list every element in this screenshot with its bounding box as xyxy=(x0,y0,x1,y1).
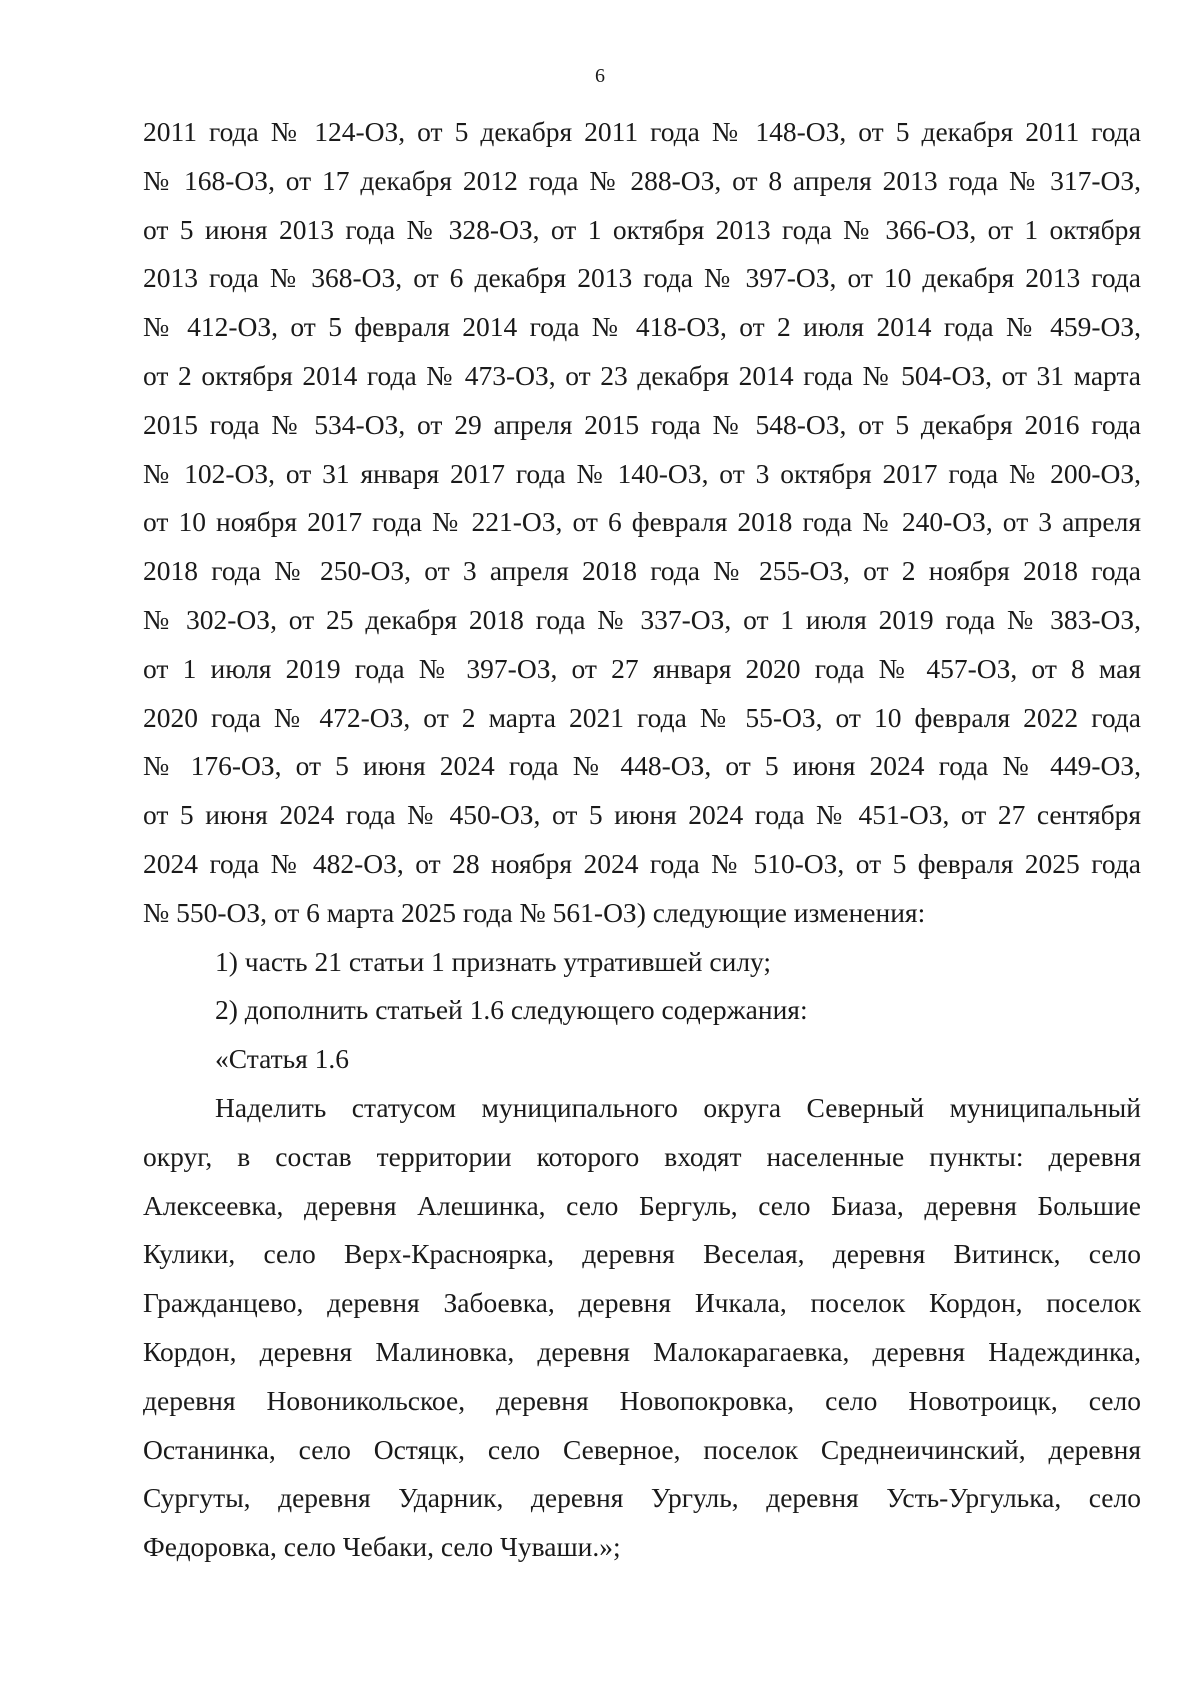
document-body xyxy=(143,108,1141,1572)
document-line: Кордон, деревня Малиновка, деревня Малокарагаевка, деревня Надеждинка, xyxy=(143,1335,1141,1367)
document-line: Останинка, село Остяцк, село Северное, поселок Среднеичинский, деревня xyxy=(143,1433,1141,1465)
document-line: Федоровка, село Чебаки, село Чуваши.»; xyxy=(143,1531,621,1563)
page-number: 6 xyxy=(595,65,605,87)
document-line: от 5 июня 2013 года № 328-ОЗ, от 1 октября 2013 года № 366-ОЗ, от 1 октября xyxy=(143,213,1141,245)
document-line: деревня Новоникольское, деревня Новопокровка, село Новотроицк, село xyxy=(143,1384,1141,1416)
document-line: от 2 октября 2014 года № 473-ОЗ, от 23 декабря 2014 года № 504-ОЗ, от 31 марта xyxy=(143,359,1141,391)
document-line: от 1 июля 2019 года № 397-ОЗ, от 27 января 2020 года № 457-ОЗ, от 8 мая xyxy=(143,652,1141,684)
document-line: Сургуты, деревня Ударник, деревня Ургуль, деревня Усть-Ургулька, село xyxy=(143,1482,1141,1514)
document-line: 2020 года № 472-ОЗ, от 2 марта 2021 года № 55-ОЗ, от 10 февраля 2022 года xyxy=(143,701,1141,733)
document-line: «Статья 1.6 xyxy=(215,1043,350,1075)
document-line: № 102-ОЗ, от 31 января 2017 года № 140-ОЗ, от 3 октября 2017 года № 200-ОЗ, xyxy=(143,457,1141,489)
document-line: № 302-ОЗ, от 25 декабря 2018 года № 337-ОЗ, от 1 июля 2019 года № 383-ОЗ, xyxy=(143,603,1141,635)
document-line: 2018 года № 250-ОЗ, от 3 апреля 2018 года № 255-ОЗ, от 2 ноября 2018 года xyxy=(143,555,1141,587)
document-line: Наделить статусом муниципального округа Северный муниципальный xyxy=(215,1091,1141,1123)
document-line: № 168-ОЗ, от 17 декабря 2012 года № 288-ОЗ, от 8 апреля 2013 года № 317-ОЗ, xyxy=(143,164,1141,196)
document-line: 2013 года № 368-ОЗ, от 6 декабря 2013 года № 397-ОЗ, от 10 декабря 2013 года xyxy=(143,262,1141,294)
document-line: от 5 июня 2024 года № 450-ОЗ, от 5 июня 2024 года № 451-ОЗ, от 27 сентября xyxy=(143,799,1141,831)
document-line: Кулики, село Верх-Красноярка, деревня Веселая, деревня Витинск, село xyxy=(143,1238,1141,1270)
document-line: от 10 ноября 2017 года № 221-ОЗ, от 6 февраля 2018 года № 240-ОЗ, от 3 апреля xyxy=(143,506,1141,538)
document-line: 2024 года № 482-ОЗ, от 28 ноября 2024 года № 510-ОЗ, от 5 февраля 2025 года xyxy=(143,847,1141,879)
document-line: 1) часть 21 статьи 1 признать утратившей силу; xyxy=(215,945,772,977)
document-line: Алексеевка, деревня Алешинка, село Бергуль, село Биаза, деревня Большие xyxy=(143,1189,1141,1221)
document-line: № 412-ОЗ, от 5 февраля 2014 года № 418-ОЗ, от 2 июля 2014 года № 459-ОЗ, xyxy=(143,311,1141,343)
document-line: 2011 года № 124-ОЗ, от 5 декабря 2011 года № 148-ОЗ, от 5 декабря 2011 года xyxy=(143,116,1141,147)
document-line: № 176-ОЗ, от 5 июня 2024 года № 448-ОЗ, от 5 июня 2024 года № 449-ОЗ, xyxy=(143,750,1141,782)
document-line: 2) дополнить статьей 1.6 следующего содержания: xyxy=(215,994,808,1026)
document-line: Гражданцево, деревня Забоевка, деревня Ичкала, поселок Кордон, поселок xyxy=(143,1287,1141,1319)
document-line: № 550-ОЗ, от 6 марта 2025 года № 561-ОЗ) следующие изменения: xyxy=(143,896,926,928)
document-line: 2015 года № 534-ОЗ, от 29 апреля 2015 года № 548-ОЗ, от 5 декабря 2016 года xyxy=(143,408,1141,440)
document-line: округ, в состав территории которого входят населенные пункты: деревня xyxy=(143,1140,1141,1172)
